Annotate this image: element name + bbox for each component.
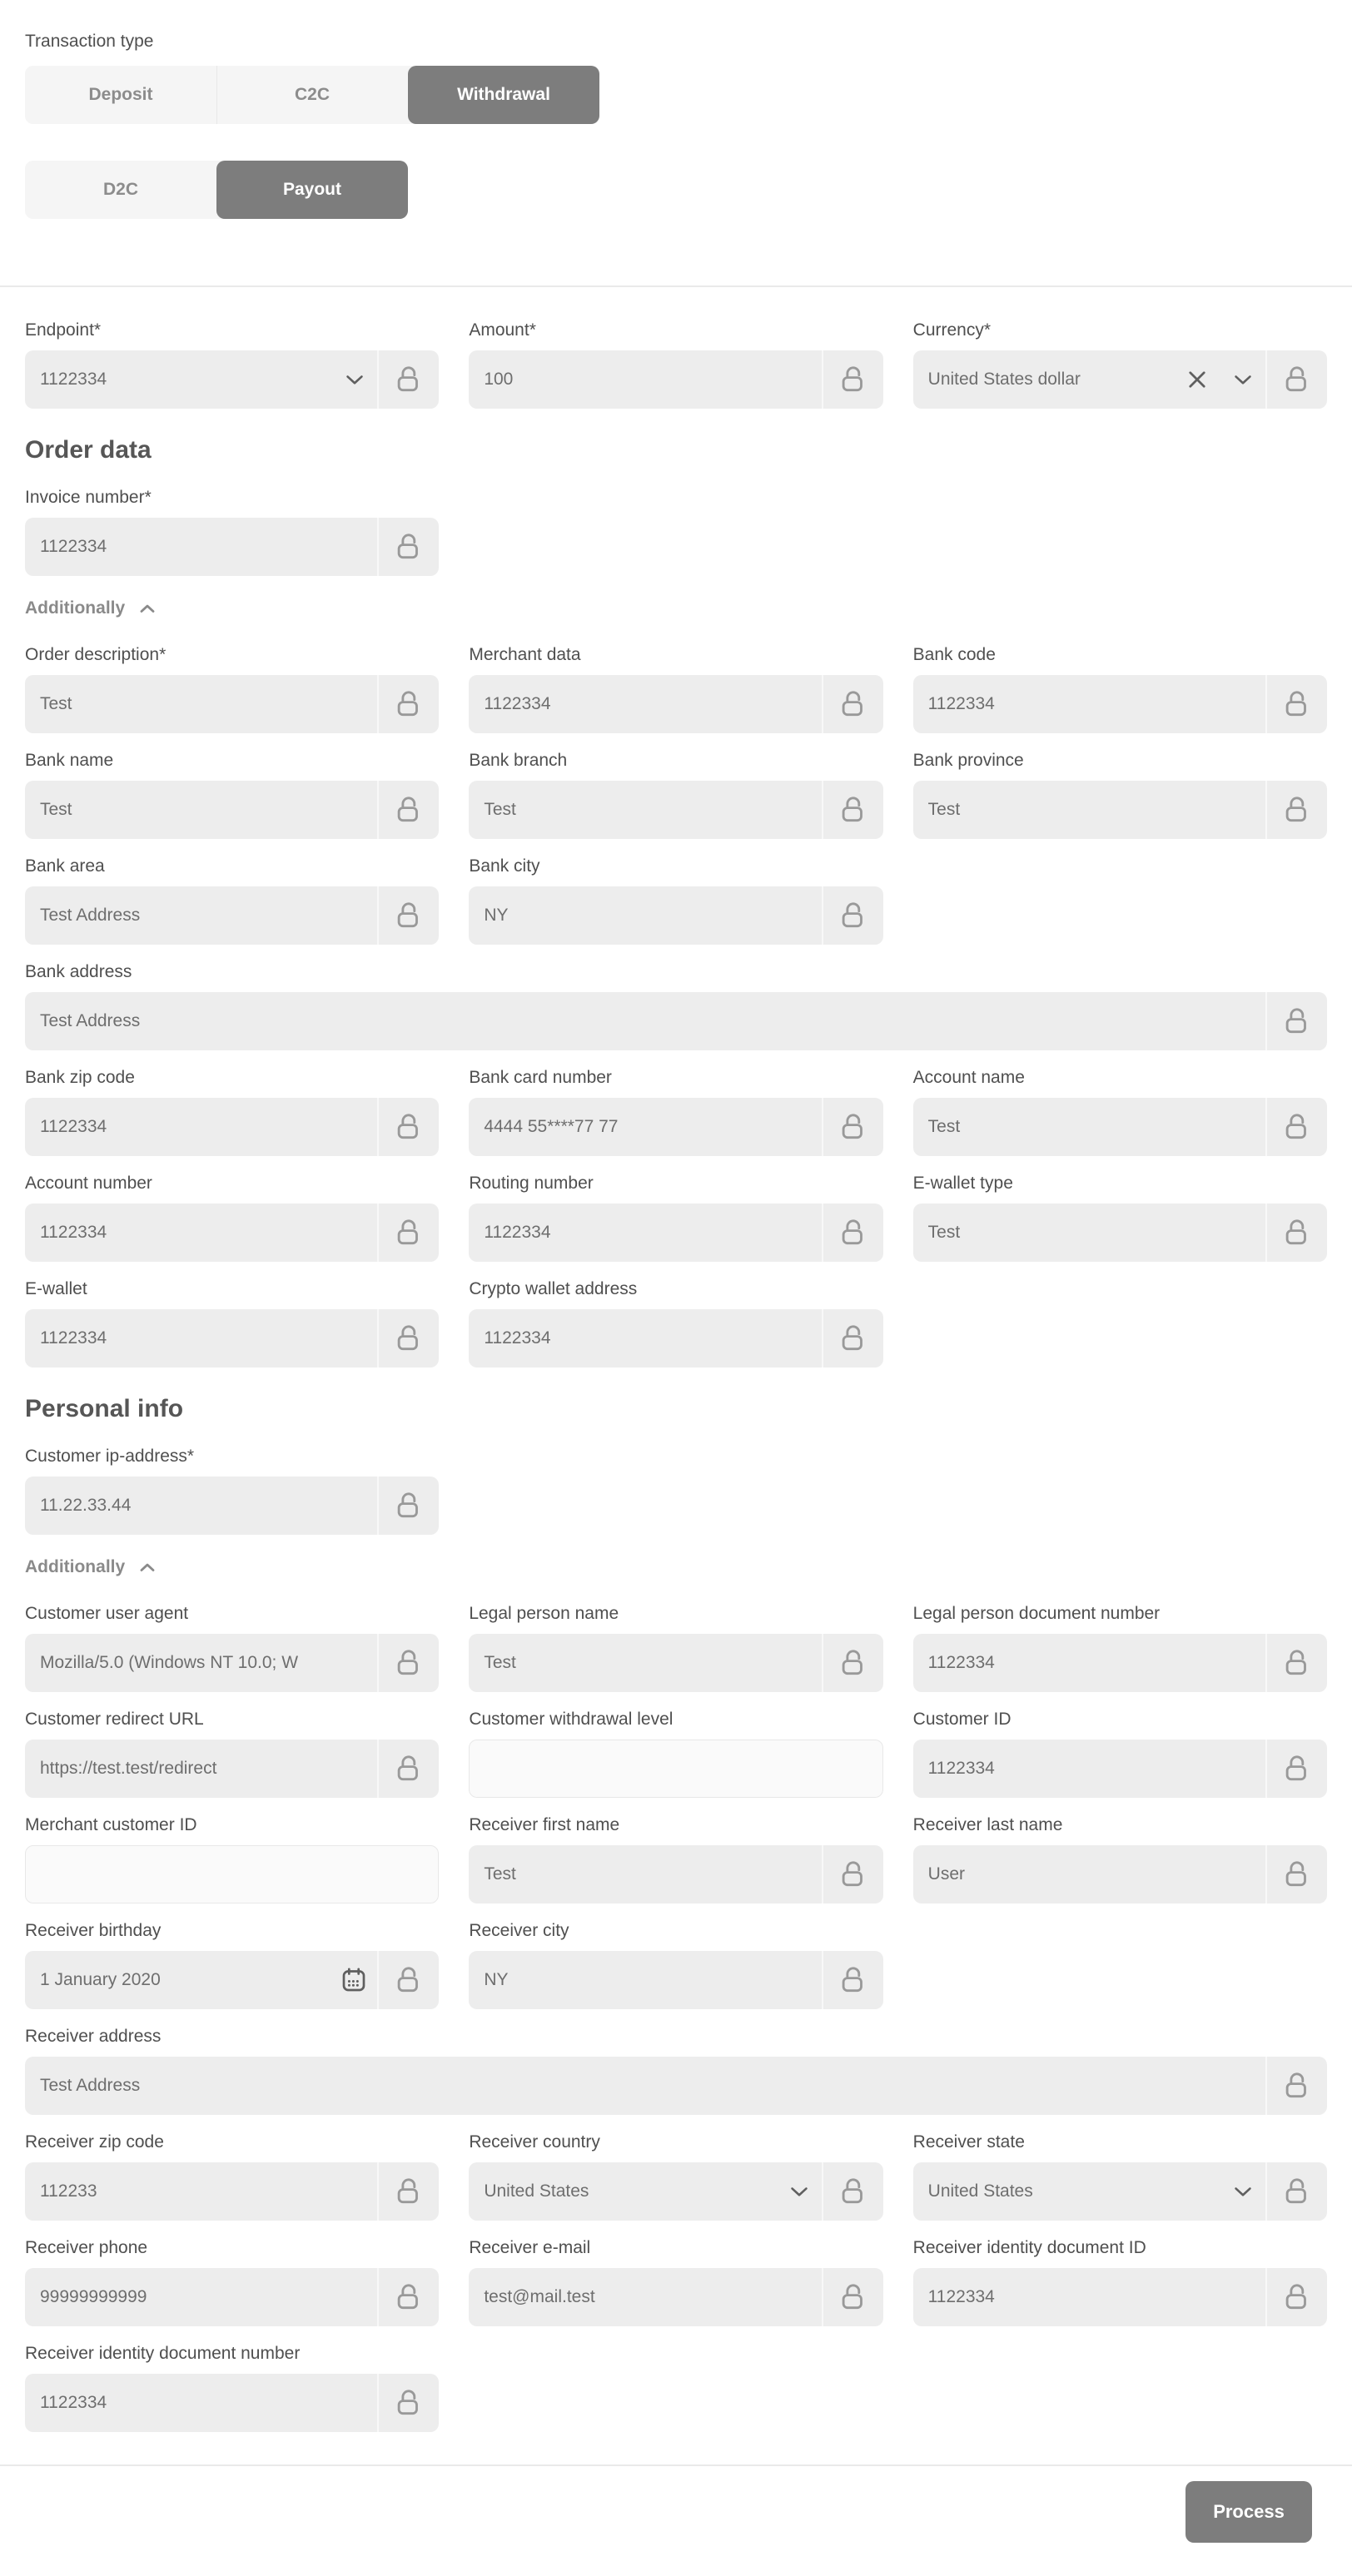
receiver-first-name-input[interactable]: Test: [469, 1845, 882, 1903]
lock-open-icon[interactable]: [1265, 2268, 1327, 2326]
receiver-identity-document-id-field: Receiver identity document ID 1122334: [913, 2238, 1327, 2326]
lock-open-icon[interactable]: [377, 350, 439, 409]
form-grid: [25, 287, 1327, 2449]
bank-city-input[interactable]: NY: [469, 886, 882, 945]
receiver-phone-field: Receiver phone 99999999999: [25, 2238, 439, 2326]
bank-address-field: Bank address Test Address: [25, 962, 1327, 1050]
receiver-state-select[interactable]: United States: [913, 2162, 1327, 2221]
bank-province-field: Bank province Test: [913, 751, 1327, 839]
lock-open-icon[interactable]: [1265, 2162, 1327, 2221]
ewallet-field: E-wallet 1122334: [25, 1279, 439, 1367]
invoice-number-field: [25, 488, 439, 576]
endpoint-select[interactable]: 1122334: [25, 350, 439, 409]
lock-open-icon[interactable]: [377, 1634, 439, 1692]
bank-area-field: Bank area Test Address: [25, 856, 439, 945]
lock-open-icon[interactable]: [377, 2268, 439, 2326]
customer-ip-address-field: Customer ip-address* 11.22.33.44: [25, 1447, 439, 1535]
withdrawal-tab[interactable]: Withdrawal: [408, 66, 599, 124]
legal-person-name-field: Legal person name Test: [469, 1604, 882, 1692]
receiver-birthday-datepicker[interactable]: 1 January 2020: [25, 1951, 439, 2009]
currency-select[interactable]: United States dollar: [913, 350, 1327, 409]
currency-label: Currency*: [912, 320, 992, 340]
lock-open-icon[interactable]: [1265, 350, 1327, 409]
lock-open-icon[interactable]: [822, 2268, 883, 2326]
order-additionally-toggle[interactable]: Additionally: [25, 597, 1327, 620]
receiver-phone-input[interactable]: 99999999999: [25, 2268, 439, 2326]
receiver-country-select[interactable]: United States: [469, 2162, 882, 2221]
bank-card-number-input[interactable]: 4444 55****77 77: [469, 1098, 882, 1156]
lock-open-icon[interactable]: [822, 1204, 883, 1262]
order-data-heading: Order data: [25, 436, 152, 464]
account-number-field: Account number 1122334: [25, 1174, 439, 1262]
lock-open-icon[interactable]: [1265, 1098, 1327, 1156]
withdrawal-subtype-switcher: [25, 161, 408, 219]
amount-field: [469, 320, 882, 409]
account-name-field: Account name Test: [913, 1068, 1327, 1156]
customer-user-agent-field: Customer user agent Mozilla/5.0 (Windows NT 10.0; W: [25, 1604, 439, 1692]
receiver-zip-code-field: Receiver zip code 112233: [25, 2132, 439, 2221]
lock-open-icon[interactable]: [1265, 992, 1327, 1050]
merchant-data-input[interactable]: 1122334: [469, 675, 882, 733]
lock-open-icon[interactable]: [822, 2162, 883, 2221]
endpoint-label: Endpoint*: [25, 320, 102, 340]
amount-input[interactable]: 100: [469, 350, 882, 409]
bank-area-input[interactable]: Test Address: [25, 886, 439, 945]
receiver-first-name-field: Receiver first name Test: [469, 1815, 882, 1903]
lock-open-icon[interactable]: [377, 1477, 439, 1535]
lock-open-icon[interactable]: [377, 886, 439, 945]
lock-open-icon[interactable]: [377, 675, 439, 733]
chevron-up-icon: [136, 597, 159, 620]
bank-card-number-field: Bank card number 4444 55****77 77: [469, 1068, 882, 1156]
ewallet-type-field: E-wallet type Test: [913, 1174, 1327, 1262]
payout-tab[interactable]: Payout: [216, 161, 408, 219]
bank-name-input[interactable]: Test: [25, 781, 439, 839]
customer-redirect-url-input[interactable]: https://test.test/redirect: [25, 1740, 439, 1798]
lock-open-icon[interactable]: [822, 886, 883, 945]
process-button[interactable]: Process: [1185, 2481, 1312, 2543]
customer-id-field: Customer ID 1122334: [913, 1710, 1327, 1798]
crypto-wallet-address-input[interactable]: 1122334: [469, 1309, 882, 1367]
receiver-email-field: Receiver e-mail test@mail.test: [469, 2238, 882, 2326]
lock-open-icon[interactable]: [1265, 1845, 1327, 1903]
account-number-input[interactable]: 1122334: [25, 1204, 439, 1262]
receiver-birthday-field: Receiver birthday 1 January 2020: [25, 1921, 439, 2009]
merchant-customer-id-field: Merchant customer ID: [25, 1815, 439, 1903]
ewallet-input[interactable]: 1122334: [25, 1309, 439, 1367]
lock-open-icon[interactable]: [377, 1951, 439, 2009]
receiver-identity-document-number-input[interactable]: 1122334: [25, 2374, 439, 2432]
receiver-identity-document-number-field: Receiver identity document number 1122334: [25, 2344, 439, 2432]
merchant-data-field: Merchant data 1122334: [469, 645, 882, 733]
receiver-country-field: Receiver country United States: [469, 2132, 882, 2221]
customer-withdrawal-level-input[interactable]: [469, 1740, 882, 1798]
d2c-tab[interactable]: D2C: [25, 161, 216, 219]
lock-open-icon[interactable]: [377, 1098, 439, 1156]
lock-open-icon[interactable]: [377, 1204, 439, 1262]
lock-open-icon[interactable]: [1265, 1204, 1327, 1262]
ewallet-type-input[interactable]: Test: [913, 1204, 1327, 1262]
customer-redirect-url-field: Customer redirect URL https://test.test/redirect: [25, 1710, 439, 1798]
receiver-email-input[interactable]: test@mail.test: [469, 2268, 882, 2326]
bank-name-field: Bank name Test: [25, 751, 439, 839]
receiver-last-name-field: Receiver last name User: [913, 1815, 1327, 1903]
lock-open-icon[interactable]: [822, 1951, 883, 2009]
customer-withdrawal-level-field: Customer withdrawal level: [469, 1710, 882, 1798]
transaction-type-switcher: [25, 66, 599, 124]
bank-code-input[interactable]: 1122334: [913, 675, 1327, 733]
lock-open-icon[interactable]: [377, 518, 439, 576]
routing-number-input[interactable]: 1122334: [469, 1204, 882, 1262]
lock-open-icon[interactable]: [822, 1845, 883, 1903]
personal-info-heading: Personal info: [25, 1395, 184, 1422]
clear-x-icon[interactable]: [1182, 365, 1212, 395]
lock-open-icon[interactable]: [1265, 2057, 1327, 2115]
lock-open-icon[interactable]: [1265, 781, 1327, 839]
customer-id-input[interactable]: 1122334: [913, 1740, 1327, 1798]
receiver-address-field: Receiver address Test Address: [25, 2027, 1327, 2115]
merchant-customer-id-input[interactable]: [25, 1845, 439, 1903]
lock-open-icon[interactable]: [377, 2162, 439, 2221]
lock-open-icon[interactable]: [377, 1740, 439, 1798]
crypto-wallet-address-field: Crypto wallet address 1122334: [469, 1279, 882, 1367]
transaction-type-label: Transaction type: [25, 32, 154, 51]
lock-open-icon[interactable]: [377, 1309, 439, 1367]
lock-open-icon[interactable]: [822, 1309, 883, 1367]
lock-open-icon[interactable]: [1265, 1634, 1327, 1692]
chevron-down-icon: [340, 365, 369, 394]
amount-label: Amount*: [469, 320, 536, 340]
currency-field: [913, 320, 1327, 409]
bank-zip-code-field: Bank zip code 1122334: [25, 1068, 439, 1156]
receiver-city-input[interactable]: NY: [469, 1951, 882, 2009]
lock-open-icon[interactable]: [822, 1098, 883, 1156]
lock-open-icon[interactable]: [377, 2374, 439, 2432]
c2c-tab[interactable]: C2C: [216, 66, 408, 124]
bank-code-field: Bank code 1122334: [913, 645, 1327, 733]
bank-branch-input[interactable]: Test: [469, 781, 882, 839]
order-description-input[interactable]: Test: [25, 675, 439, 733]
receiver-address-input[interactable]: Test Address: [25, 2057, 1327, 2115]
legal-person-name-input[interactable]: Test: [469, 1634, 882, 1692]
lock-open-icon[interactable]: [822, 350, 883, 409]
chevron-up-icon: [136, 1556, 159, 1579]
chevron-down-icon: [785, 2177, 813, 2206]
bank-branch-field: Bank branch Test: [469, 751, 882, 839]
account-name-input[interactable]: Test: [913, 1098, 1327, 1156]
bank-province-input[interactable]: Test: [913, 781, 1327, 839]
legal-person-document-number-field: Legal person document number 1122334: [913, 1604, 1327, 1692]
receiver-zip-code-input[interactable]: 112233: [25, 2162, 439, 2221]
endpoint-field: [25, 320, 439, 409]
lock-open-icon[interactable]: [1265, 1740, 1327, 1798]
calendar-icon[interactable]: [339, 1965, 369, 1995]
receiver-city-field: Receiver city NY: [469, 1921, 882, 2009]
receiver-identity-document-id-input[interactable]: 1122334: [913, 2268, 1327, 2326]
chevron-down-icon: [1229, 365, 1257, 394]
bank-address-input[interactable]: Test Address: [25, 992, 1327, 1050]
chevron-down-icon: [1229, 2177, 1257, 2206]
lock-open-icon[interactable]: [377, 781, 439, 839]
lock-open-icon[interactable]: [822, 675, 883, 733]
legal-person-document-number-input[interactable]: 1122334: [913, 1634, 1327, 1692]
receiver-last-name-input[interactable]: User: [913, 1845, 1327, 1903]
bank-city-field: Bank city NY: [469, 856, 882, 945]
customer-ip-address-input[interactable]: 11.22.33.44: [25, 1477, 439, 1535]
invoice-number-input[interactable]: 1122334: [25, 518, 439, 576]
customer-user-agent-input[interactable]: Mozilla/5.0 (Windows NT 10.0; W: [25, 1634, 439, 1692]
lock-open-icon[interactable]: [822, 1634, 883, 1692]
bank-zip-code-input[interactable]: 1122334: [25, 1098, 439, 1156]
deposit-tab[interactable]: Deposit: [25, 66, 216, 124]
footer: [0, 2466, 1352, 2543]
order-description-field: Order description* Test: [25, 645, 439, 733]
invoice-number-label: Invoice number*: [25, 488, 152, 507]
personal-additionally-toggle[interactable]: Additionally: [25, 1556, 1327, 1579]
lock-open-icon[interactable]: [1265, 675, 1327, 733]
routing-number-field: Routing number 1122334: [469, 1174, 882, 1262]
lock-open-icon[interactable]: [822, 781, 883, 839]
receiver-state-field: Receiver state United States: [913, 2132, 1327, 2221]
